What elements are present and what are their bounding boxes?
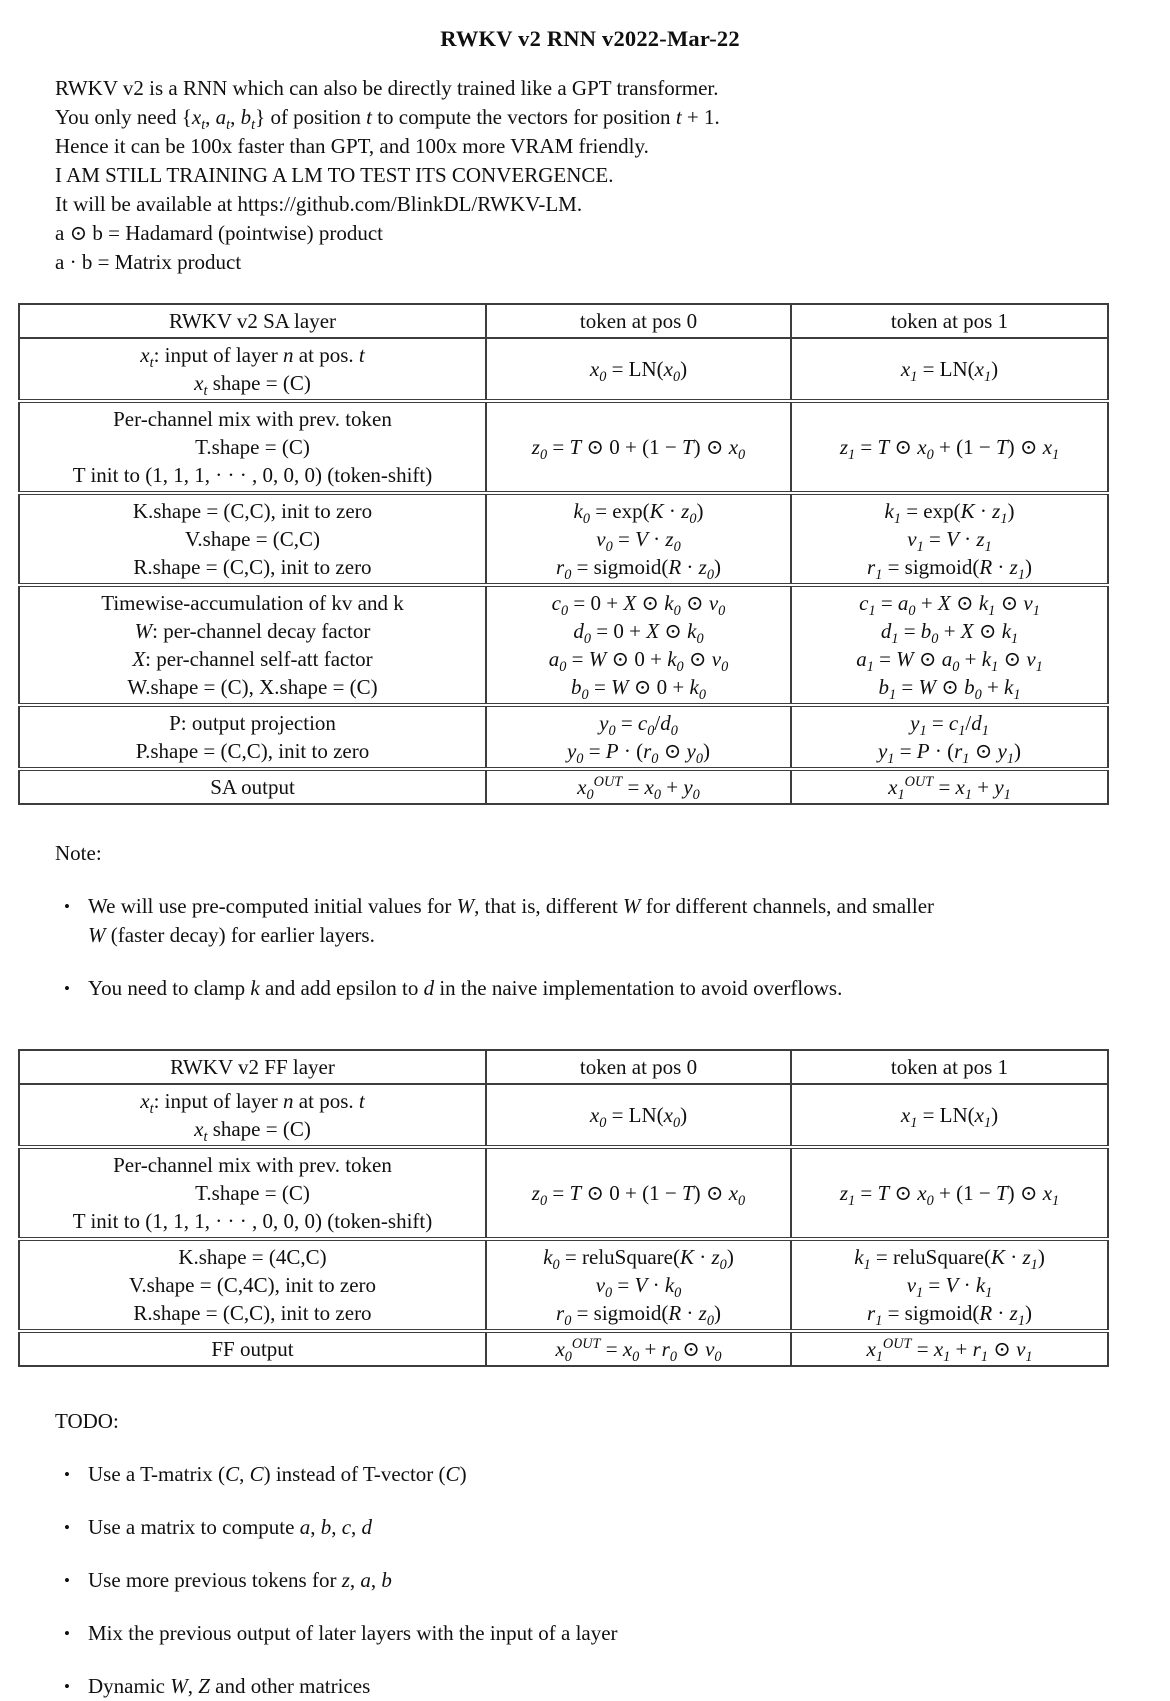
table-row [19, 1147, 1108, 1239]
table-row [19, 1084, 1108, 1147]
pos1-formula-cell: $x_1^{OUT} = x_1 + r_1$ ⊙ $v_1$ [791, 1331, 1108, 1366]
intro-paragraph [55, 74, 1125, 277]
row-desc-cell: P: output projection P.shape = (C,C), init to zero [19, 705, 486, 769]
intro-line-hadamard-def: a ⊙ b = Hadamard (pointwise) product [55, 221, 384, 245]
pos1-formula-cell: $x_1^{OUT} = x_1 + y_1$ [791, 769, 1108, 804]
note-bullet: • You need to clamp k and add epsilon to d in the naive implementation to avoid overflows. [55, 974, 1125, 1003]
pos0-formula-cell: $k_0$ = reluSquare(K · $z_0$) $v_0 = V \cdot k_0$ $r_0$ = sigmoid(R · $z_0$) [486, 1239, 791, 1331]
table-row [19, 493, 1108, 585]
pos1-formula-cell: $y_1 = c_1/d_1$ $y_1 = P \cdot (r_1$ ⊙ $y_1$) [791, 705, 1108, 769]
pos1-formula-cell: $c_1 = a_0 + X$ ⊙ $k_1$ ⊙ $v_1$ $d_1 = b_0 + X$ ⊙ $k_1$ $a_1 = W$ ⊙ $a_0 + k_1$ ⊙ $v_1$ $b_1 = W$ ⊙ $b_0 + k_1$ [791, 585, 1108, 705]
sa-pos1-column-header: token at pos 1 [791, 304, 1108, 338]
row-desc-cell: Per-channel mix with prev. token T.shape = (C) T init to (1, 1, 1, · · · , 0, 0, 0) (token-shift) [19, 401, 486, 493]
table-row [19, 1331, 1108, 1366]
todo-heading: TODO: [55, 1409, 119, 1433]
row-desc-cell: $x_t$: input of layer n at pos. t $x_t$ shape = (C) [19, 1084, 486, 1147]
row-desc-cell: K.shape = (C,C), init to zero V.shape = (C,C) R.shape = (C,C), init to zero [19, 493, 486, 585]
sa-table-title-header: RWKV v2 SA layer [19, 304, 486, 338]
row-desc-cell: SA output [19, 769, 486, 804]
table-row [19, 1239, 1108, 1331]
todo-bullet: • Use a T-matrix (C, C) instead of T-vector (C) [55, 1460, 1125, 1489]
note-list [55, 892, 1125, 1003]
sa-layer-table [18, 303, 1109, 805]
row-desc-cell: $x_t$: input of layer n at pos. t $x_t$ shape = (C) [19, 338, 486, 401]
pos1-formula-cell: $x_1 = LN(x_1)$ [791, 338, 1108, 401]
row-desc-cell: Timewise-accumulation of kv and k W: per-channel decay factor X: per-channel self-att factor W.shape = (C), X.shape = (C) [19, 585, 486, 705]
sa-table-header-row [19, 304, 1108, 338]
ff-pos1-column-header: token at pos 1 [791, 1050, 1108, 1084]
ff-table-header-row [19, 1050, 1108, 1084]
pos0-formula-cell: $c_0 = 0 + X$ ⊙ $k_0$ ⊙ $v_0$ $d_0 = 0 + X$ ⊙ $k_0$ $a_0 = W$ ⊙ $0 + k_0$ ⊙ $v_0$ $b_0 = W$ ⊙ $0 + k_0$ [486, 585, 791, 705]
pos1-formula-cell: $z_1 = T$ ⊙ $x_0 + (1 - T)$ ⊙ $x_1$ [791, 1147, 1108, 1239]
pos0-formula-cell: $x_0 = LN(x_0)$ [486, 1084, 791, 1147]
note-heading: Note: [55, 841, 102, 865]
pos0-formula-cell: $x_0^{OUT} = x_0 + r_0$ ⊙ $v_0$ [486, 1331, 791, 1366]
table-row [19, 769, 1108, 804]
intro-line-matrix-def: a · b = Matrix product [55, 250, 242, 274]
table-row [19, 401, 1108, 493]
intro-line: You only need {$x_t$, $a_t$, $b_t$} of position t to compute the vectors for position t + 1. [55, 105, 720, 134]
page-title: RWKV v2 RNN v2022-Mar-22 [440, 26, 740, 51]
pos1-formula-cell: $k_1 = \exp(K \cdot z_1)$ $v_1 = V \cdot z_1$ $r_1$ = sigmoid(R · $z_1$) [791, 493, 1108, 585]
todo-bullet: • Use more previous tokens for z, a, b [55, 1566, 1125, 1595]
table-row [19, 338, 1108, 401]
row-desc-cell: FF output [19, 1331, 486, 1366]
intro-line: Hence it can be 100x faster than GPT, and 100x more VRAM friendly. [55, 134, 649, 158]
ff-table-title-header: RWKV v2 FF layer [19, 1050, 486, 1084]
pos1-formula-cell: $k_1$ = reluSquare(K · $z_1$) $v_1 = V \cdot k_1$ $r_1$ = sigmoid(R · $z_1$) [791, 1239, 1108, 1331]
table-row [19, 585, 1108, 705]
pos0-formula-cell: $y_0 = c_0/d_0$ $y_0 = P \cdot (r_0$ ⊙ $y_0$) [486, 705, 791, 769]
pos0-formula-cell: $x_0^{OUT} = x_0 + y_0$ [486, 769, 791, 804]
pos0-formula-cell: $z_0 = T$ ⊙ 0 + (1 − T) ⊙ $x_0$ [486, 1147, 791, 1239]
pos0-formula-cell: $k_0 = \exp(K \cdot z_0)$ $v_0 = V \cdot z_0$ $r_0$ = sigmoid(R · $z_0$) [486, 493, 791, 585]
ff-pos0-column-header: token at pos 0 [486, 1050, 791, 1084]
todo-list [55, 1460, 1125, 1701]
row-desc-cell: Per-channel mix with prev. token T.shape = (C) T init to (1, 1, 1, · · · , 0, 0, 0) (token-shift) [19, 1147, 486, 1239]
row-desc-cell: K.shape = (4C,C) V.shape = (C,4C), init to zero R.shape = (C,C), init to zero [19, 1239, 486, 1331]
note-bullet: • We will use pre-computed initial values for W, that is, different W for different channels, and smaller W (faster decay) for earlier layers. [55, 892, 1125, 950]
intro-line: RWKV v2 is a RNN which can also be directly trained like a GPT transformer. [55, 76, 719, 100]
pos0-formula-cell: $x_0 = LN(x_0)$ [486, 338, 791, 401]
sa-pos0-column-header: token at pos 0 [486, 304, 791, 338]
pos1-formula-cell: $z_1 = T$ ⊙ $x_0 + (1 - T)$ ⊙ $x_1$ [791, 401, 1108, 493]
table-row [19, 705, 1108, 769]
intro-line: I AM STILL TRAINING A LM TO TEST ITS CONVERGENCE. [55, 163, 614, 187]
todo-bullet: • Mix the previous output of later layers with the input of a layer [55, 1619, 1125, 1648]
ff-layer-table [18, 1049, 1109, 1367]
pos1-formula-cell: $x_1 = LN(x_1)$ [791, 1084, 1108, 1147]
todo-bullet: • Dynamic W, Z and other matrices [55, 1672, 1125, 1701]
todo-bullet: • Use a matrix to compute a, b, c, d [55, 1513, 1125, 1542]
intro-line-github-url: It will be available at https://github.com/BlinkDL/RWKV-LM. [55, 192, 583, 216]
pos0-formula-cell: $z_0 = T$ ⊙ 0 + (1 − T) ⊙ $x_0$ [486, 401, 791, 493]
